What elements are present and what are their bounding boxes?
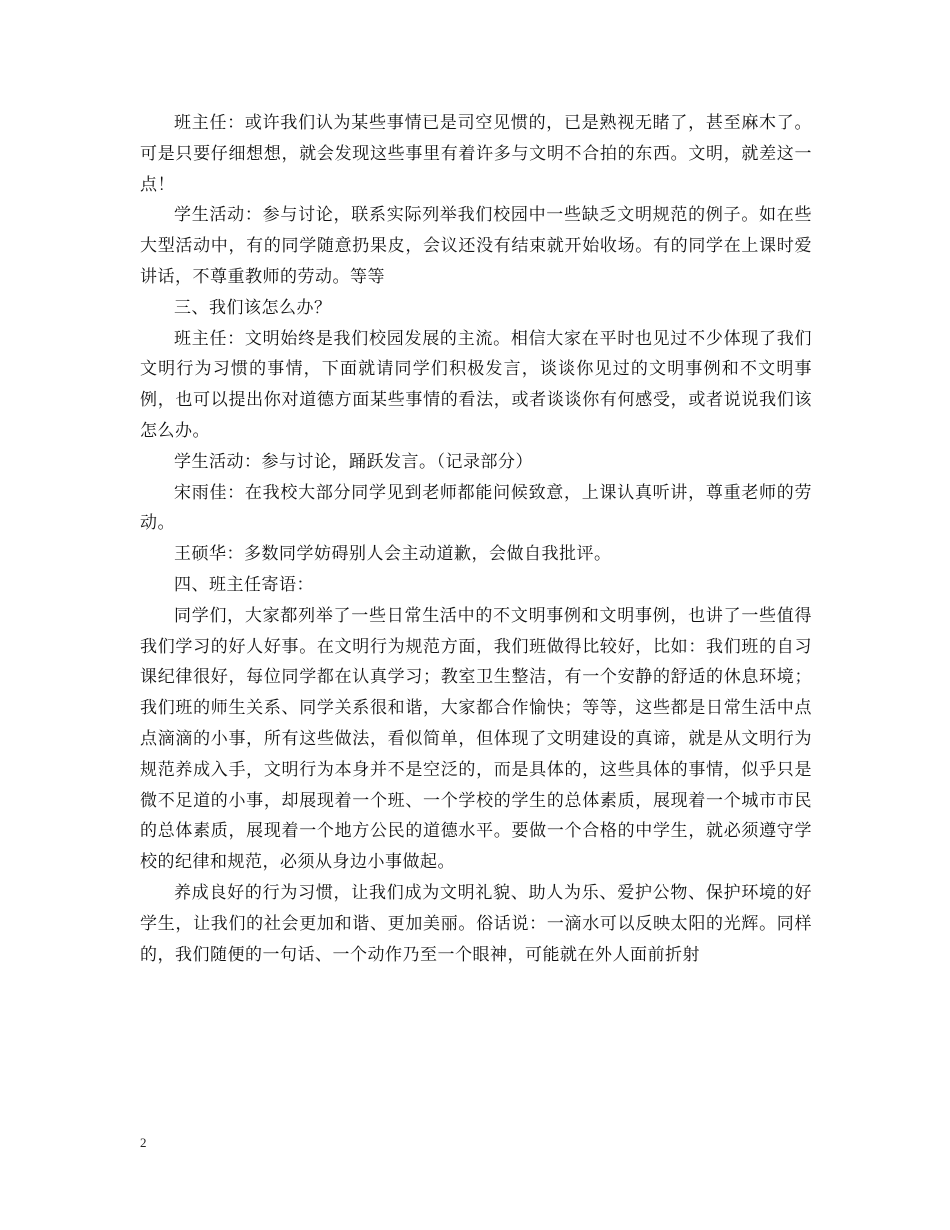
- document-page-body: [140, 108, 812, 970]
- section-heading-what-to-do: 三、我们该怎么办？: [174, 297, 332, 318]
- paragraph-teacher-remark: 班主任：或许我们认为某些事情已是司空见惯的，已是熟视无睹了，甚至麻木了。可是只要仔细想想，就会发现这些事里有着许多与文明不合拍的东西。文明，就差这一点！: [140, 113, 812, 195]
- page-number: 2: [140, 1135, 147, 1150]
- paragraph-wang-shuohua: 王硕华：多数同学妨碍别人会主动道歉，会做自我批评。: [174, 544, 612, 565]
- paragraph-student-activity-discussion: 学生活动：参与讨论，踊跃发言。（记录部分）: [174, 451, 533, 472]
- paragraph-teacher-message-body: 同学们，大家都列举了一些日常生活中的不文明事例和文明事例，也讲了一些值得我们学习的好人好事。在文明行为规范方面，我们班做得比较好，比如：我们班的自习课纪律很好，每位同学都在认真学习；教室卫生整洁，有一个安静的舒适的休息环境；我们班的师生关系、同学关系很和谐，大家都合作愉快；等等，这些都是日常生活中点点滴滴的小事，所有这些做法，看似简单，但体现了文明建设的真谛，就是从文明行为规范养成入手，文明行为本身并不是空泛的，而是具体的，这些具体的事情，似乎只是微不足道的小事，却展现着一个班、一个学校的学生的总体素质，展现着一个城市市民的总体素质，展现着一个地方公民的道德水平。要做一个合格的中学生，就必须遵守学校的纪律和规范，必须从身边小事做起。: [140, 605, 812, 873]
- section-heading-teacher-message: 四、班主任寄语：: [174, 574, 314, 595]
- paragraph-teacher-mainstream: 班主任：文明始终是我们校园发展的主流。相信大家在平时也见过不少体现了我们文明行为习惯的事情，下面就请同学们积极发言，谈谈你见过的文明事例和不文明事例，也可以提出你对道德方面某些事情的看法，或者谈谈你有何感受，或者说说我们该怎么办。: [140, 328, 812, 441]
- paragraph-good-habits: 养成良好的行为习惯，让我们成为文明礼貌、助人为乐、爱护公物、保护环境的好学生，让我们的社会更加和谐、更加美丽。俗话说：一滴水可以反映太阳的光辉。同样的，我们随便的一句话、一个动作乃至一个眼神，可能就在外人面前折射: [140, 882, 812, 965]
- paragraph-song-yujia: 宋雨佳：在我校大部分同学见到老师都能问候致意，上课认真听讲，尊重老师的劳动。: [140, 482, 812, 534]
- paragraph-student-activity-examples: 学生活动：参与讨论，联系实际列举我们校园中一些缺乏文明规范的例子。如在些大型活动中，有的同学随意扔果皮，会议还没有结束就开始收场。有的同学在上课时爱讲话，不尊重教师的劳动。等等: [140, 205, 812, 287]
